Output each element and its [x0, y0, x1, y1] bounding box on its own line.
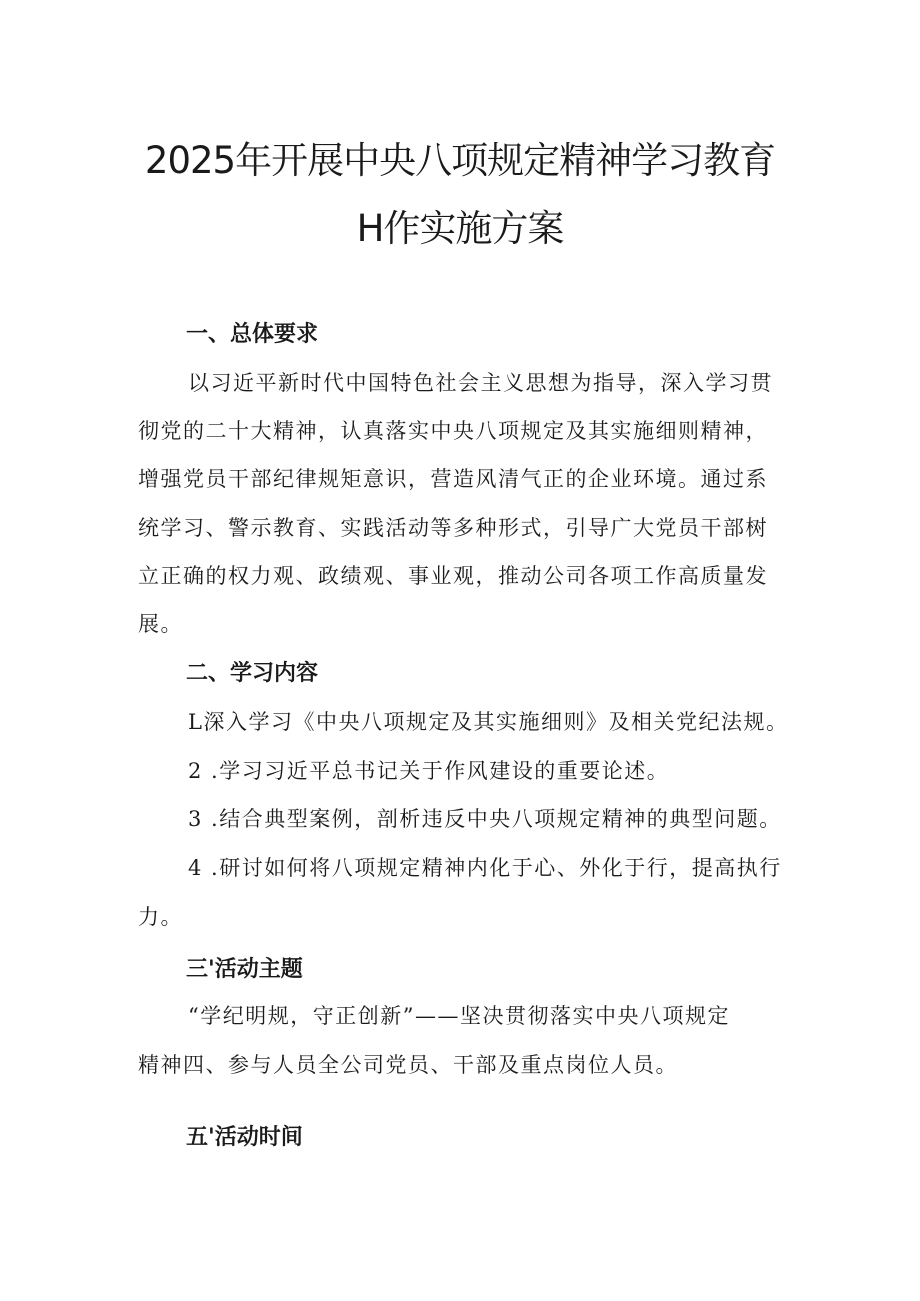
- paragraph-line: 增强党员干部纪律规矩意识，营造风清气正的企业环境。通过系: [138, 467, 768, 491]
- list-item: 2 .学习习近平总书记关于作风建设的重要论述。: [188, 759, 670, 783]
- paragraph-line: 立正确的权力观、政绩观、事业观，推动公司各项工作高质量发: [138, 564, 768, 588]
- paragraph-line: “学纪明规，守正创新”——坚决贯彻落实中央八项规定: [188, 1004, 730, 1028]
- paragraph-line: 展。: [138, 612, 183, 636]
- list-item: L深入学习《中央八项规定及其实施细则》及相关党纪法规。: [188, 710, 789, 734]
- section-heading-activity-time: 五'活动时间: [186, 1125, 303, 1150]
- section-heading-general-requirements: 一、总体要求: [186, 322, 319, 347]
- document-title-line-1: 2025年开展中央八项规定精神学习教育: [144, 139, 776, 182]
- list-item: 3 .结合典型案例，剖析违反中央八项规定精神的典型问题。: [188, 807, 782, 831]
- list-item-continuation: 力。: [138, 905, 183, 929]
- section-heading-activity-theme: 三'活动主题: [186, 957, 303, 982]
- list-item: 4 .研讨如何将八项规定精神内化于心、外化于行，提高执行: [188, 856, 782, 880]
- paragraph-line: 以习近平新时代中国特色社会主义思想为指导，深入学习贯: [188, 371, 773, 395]
- paragraph-line: 彻党的二十大精神，认真落实中央八项规定及其实施细则精神，: [138, 419, 768, 443]
- paragraph-line: 统学习、警示教育、实践活动等多种形式，引导广大党员干部树: [138, 516, 768, 540]
- document-title-line-2: H作实施方案: [356, 207, 564, 250]
- section-heading-study-content: 二、学习内容: [186, 661, 319, 686]
- paragraph-line: 精神四、参与人员全公司党员、干部及重点岗位人员。: [138, 1053, 678, 1077]
